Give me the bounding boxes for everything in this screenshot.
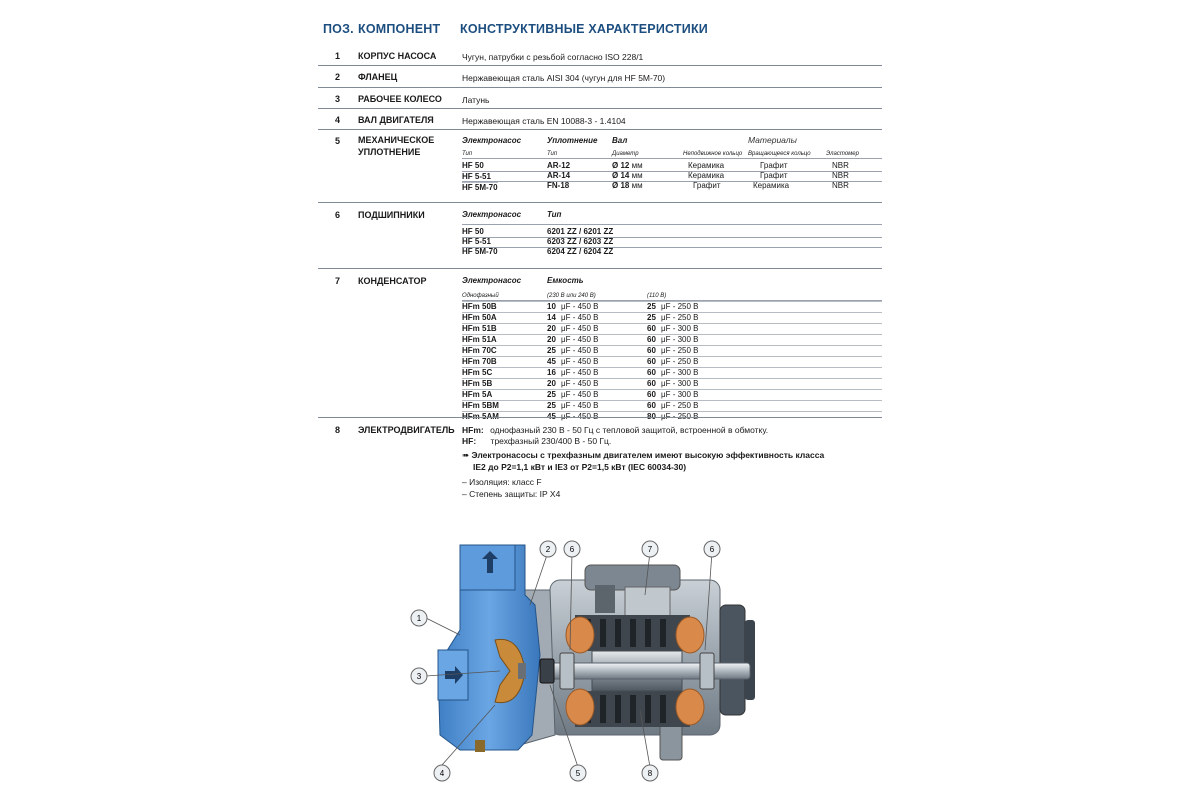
- row8-component: ЭЛЕКТРОДВИГАТЕЛЬ: [358, 425, 455, 435]
- header-component: КОМПОНЕНТ: [358, 22, 441, 36]
- seal-elastomer: NBR: [832, 171, 849, 180]
- capacitor-110-value: 60: [647, 346, 656, 355]
- capacitor-230-unit: μF - 450 В: [561, 346, 599, 355]
- capacitor-230-unit: μF - 450 В: [561, 412, 599, 421]
- seal-pump: HF 50: [462, 161, 498, 172]
- capacitor-row: [462, 301, 882, 312]
- capacitor-pump: HFm 5C: [462, 368, 493, 377]
- capacitor-230-unit: μF - 450 В: [561, 357, 599, 366]
- separator: [462, 171, 882, 172]
- capacitor-230-unit: μF - 450 В: [561, 379, 599, 388]
- capacitor-230-value: 45: [547, 412, 556, 421]
- seal-rotating-column: [753, 161, 790, 191]
- motor-hfm-label: HFm:: [462, 425, 484, 435]
- callout-label: 1: [416, 614, 422, 623]
- callout-4: [434, 765, 450, 781]
- bearings-header-type: Тип: [547, 210, 562, 219]
- capacitor-110-value: 60: [647, 390, 656, 399]
- row1-component: КОРПУС НАСОСА: [358, 51, 437, 61]
- seal-header-pump: Электронасос: [462, 136, 522, 145]
- bearings-header-pump: Электронасос: [462, 210, 522, 219]
- capacitor-230-value: 14: [547, 313, 556, 322]
- row4-component: ВАЛ ДВИГАТЕЛЯ: [358, 115, 434, 125]
- seal-header-shaft: Вал: [612, 136, 628, 145]
- seal-diameter-unit: мм: [631, 161, 643, 170]
- bearings-pump: HF 50: [462, 227, 484, 236]
- seal-diameter: Ø 14: [612, 171, 630, 180]
- bearings-type: 6201 ZZ / 6201 ZZ: [547, 227, 614, 236]
- capacitor-110-value: 25: [647, 313, 656, 322]
- separator: [318, 417, 882, 418]
- capacitor-pump: HFm 5AM: [462, 412, 499, 421]
- capacitor-110-value: 25: [647, 302, 656, 311]
- row1-value: Чугун, патрубки с резьбой согласно ISO 228/1: [462, 52, 644, 62]
- row3-pos: 3: [335, 94, 341, 104]
- separator: [462, 158, 882, 159]
- seal-diameter-column: [612, 161, 643, 191]
- motor-hf-text: трехфазный 230/400 В - 50 Гц.: [490, 436, 612, 446]
- capacitor-110-value: 80: [647, 412, 656, 421]
- seal-pump-column: [462, 161, 498, 193]
- seal-subheader-stationary: Неподвижное кольцо: [683, 151, 743, 157]
- callout-3: [411, 668, 427, 684]
- bearings-type: 6203 ZZ / 6203 ZZ: [547, 237, 614, 246]
- capacitor-230-value: 16: [547, 368, 556, 377]
- separator: [462, 237, 882, 238]
- capacitor-table: [462, 301, 882, 422]
- separator: [318, 129, 882, 130]
- row8-pos: 8: [335, 425, 341, 435]
- capacitor-pump: HFm 5BM: [462, 401, 499, 410]
- capacitor-row: [462, 323, 882, 334]
- capacitor-pump: HFm 50B: [462, 302, 497, 311]
- callout-2: [540, 541, 556, 557]
- seal-header-materials: Материалы: [748, 135, 797, 145]
- bearings-pump-column: [462, 227, 498, 257]
- capacitor-230-unit: μF - 450 В: [561, 401, 599, 410]
- seal-subheader-diameter: Диаметр: [612, 151, 639, 157]
- capacitor-header-capacity: Емкость: [547, 276, 584, 285]
- seal-elastomer: NBR: [832, 161, 849, 170]
- seal-subheader-rotating: Вращающееся кольцо: [748, 151, 811, 157]
- capacitor-110-value: 60: [647, 401, 656, 410]
- seal-pump: HF 5-51: [462, 172, 498, 183]
- capacitor-110-unit: μF - 250 В: [661, 346, 699, 355]
- capacitor-230-value: 20: [547, 335, 556, 344]
- capacitor-row: [462, 356, 882, 367]
- header-pos: ПОЗ.: [323, 22, 354, 36]
- capacitor-pump: HFm 51B: [462, 324, 497, 333]
- callout-label: 5: [575, 769, 581, 778]
- seal-diameter-unit: мм: [631, 181, 643, 190]
- capacitor-110-value: 60: [647, 379, 656, 388]
- capacitor-230-unit: μF - 450 В: [561, 335, 599, 344]
- seal-diameter: Ø 12: [612, 161, 630, 170]
- capacitor-230-unit: μF - 450 В: [561, 302, 599, 311]
- row6-pos: 6: [335, 210, 341, 220]
- seal-type-column: [547, 161, 570, 191]
- capacitor-header-pump: Электронасос: [462, 276, 522, 285]
- row7-pos: 7: [335, 276, 341, 286]
- seal-stationary: Керамика: [688, 161, 725, 170]
- seal-type: FN-18: [547, 181, 570, 190]
- capacitor-110-unit: μF - 250 В: [661, 313, 699, 322]
- motor-insulation: – Изоляция: класс F: [462, 477, 542, 487]
- arrow-icon: ➠: [462, 450, 470, 460]
- capacitor-subheader-230v: (230 В или 240 В): [547, 293, 596, 299]
- capacitor-230-value: 25: [547, 390, 556, 399]
- capacitor-pump: HFm 51A: [462, 335, 497, 344]
- separator: [462, 224, 882, 225]
- row6-component: ПОДШИПНИКИ: [358, 210, 425, 220]
- callout-label: 2: [545, 545, 551, 554]
- capacitor-110-unit: μF - 300 В: [661, 390, 699, 399]
- capacitor-110-unit: μF - 300 В: [661, 379, 699, 388]
- capacitor-subheader-110v: (110 В): [647, 293, 667, 299]
- capacitor-230-value: 20: [547, 379, 556, 388]
- capacitor-110-value: 60: [647, 335, 656, 344]
- row5-component-line1: МЕХАНИЧЕСКОЕ: [358, 135, 435, 145]
- motor-note-line2: IE2 до P2=1,1 кВт и IE3 от P2=1,5 кВт (IEC 60034-30): [473, 462, 687, 472]
- capacitor-230-value: 45: [547, 357, 556, 366]
- capacitor-row: [462, 334, 882, 345]
- seal-rotating: Графит: [760, 171, 788, 180]
- seal-subheader-type: Тип: [462, 151, 473, 157]
- row3-component: РАБОЧЕЕ КОЛЕСО: [358, 94, 442, 104]
- seal-diameter-unit: мм: [631, 171, 643, 180]
- row7-component: КОНДЕНСАТОР: [358, 276, 427, 286]
- capacitor-row: [462, 312, 882, 323]
- callout-label: 7: [647, 545, 653, 554]
- mechanical-seal: [540, 659, 554, 683]
- row3-value: Латунь: [462, 95, 490, 105]
- header-characteristics: КОНСТРУКТИВНЫЕ ХАРАКТЕРИСТИКИ: [460, 22, 708, 36]
- row5-pos: 5: [335, 136, 341, 146]
- row4-value: Нержавеющая сталь EN 10088-3 - 1.4104: [462, 116, 626, 126]
- capacitor-110-unit: μF - 250 В: [661, 401, 699, 410]
- capacitor-110-unit: μF - 250 В: [661, 357, 699, 366]
- capacitor-110-unit: μF - 250 В: [661, 302, 699, 311]
- capacitor-230-value: 25: [547, 346, 556, 355]
- callout-label: 6: [569, 545, 575, 554]
- bearings-pump: HF 5-51: [462, 237, 491, 246]
- separator: [462, 247, 882, 248]
- seal-subheader-elastomer: Эластомер: [826, 151, 859, 157]
- seal-elastomer: NBR: [832, 181, 849, 190]
- row5-component-line2: УПЛОТНЕНИЕ: [358, 147, 421, 157]
- capacitor-row: [462, 378, 882, 389]
- bearings-type: 6204 ZZ / 6204 ZZ: [547, 247, 614, 256]
- separator: [318, 87, 882, 88]
- separator: [462, 181, 882, 182]
- capacitor-230-unit: μF - 450 В: [561, 368, 599, 377]
- capacitor-pump: HFm 5A: [462, 390, 493, 399]
- callout-5: [570, 765, 586, 781]
- capacitor-row: [462, 400, 882, 411]
- callout-label: 3: [416, 672, 422, 681]
- motor-hf-label: HF:: [462, 436, 477, 446]
- motor-protection: – Степень защиты: IP X4: [462, 489, 561, 499]
- seal-stationary-column: [688, 161, 724, 191]
- capacitor-subheader-single-phase: Однофазный: [462, 293, 499, 299]
- seal-header-seal: Уплотнение: [547, 136, 598, 145]
- seal-type: AR-14: [547, 171, 571, 180]
- callout-6: [704, 541, 720, 557]
- capacitor-110-unit: μF - 300 В: [661, 324, 699, 333]
- separator: [318, 65, 882, 66]
- capacitor-110-unit: μF - 300 В: [661, 368, 699, 377]
- capacitor-110-value: 60: [647, 368, 656, 377]
- motor-note-line1: Электронасосы с трехфазным двигателем имеют высокую эффективность класса: [471, 450, 825, 460]
- capacitor-pump: HFm 70C: [462, 346, 497, 355]
- motor-hfm-text: однофазный 230 В - 50 Гц с тепловой защитой, встроенной в обмотку.: [490, 425, 769, 435]
- capacitor-110-unit: μF - 300 В: [661, 335, 699, 344]
- callout-label: 8: [647, 769, 653, 778]
- capacitor-110-unit: μF - 250 В: [661, 412, 699, 421]
- capacitor-230-unit: μF - 450 В: [561, 390, 599, 399]
- callout-6: [564, 541, 580, 557]
- seal-rotating: Керамика: [753, 181, 790, 190]
- pump-body: [438, 545, 540, 752]
- capacitor-230-unit: μF - 450 В: [561, 313, 599, 322]
- capacitor-row: [462, 345, 882, 356]
- capacitor-230-value: 10: [547, 302, 556, 311]
- capacitor-230-value: 25: [547, 401, 556, 410]
- seal-elastomer-column: [832, 161, 849, 191]
- seal-stationary: Керамика: [688, 171, 725, 180]
- bearings-pump: HF 5M-70: [462, 247, 498, 256]
- bearings-type-column: [547, 227, 613, 257]
- seal-type: AR-12: [547, 161, 571, 170]
- row2-value: Нержавеющая сталь AISI 304 (чугун для HF 5M-70): [462, 73, 666, 83]
- capacitor-230-value: 20: [547, 324, 556, 333]
- capacitor-230-unit: μF - 450 В: [561, 324, 599, 333]
- seal-diameter: Ø 18: [612, 181, 630, 190]
- seal-stationary: Графит: [693, 181, 721, 190]
- capacitor-pump: HFm 70B: [462, 357, 497, 366]
- callout-8: [642, 765, 658, 781]
- seal-rotating: Графит: [760, 161, 788, 170]
- separator: [318, 108, 882, 109]
- capacitor-pump: HFm 50A: [462, 313, 497, 322]
- capacitor-row: [462, 367, 882, 378]
- callout-7: [642, 541, 658, 557]
- separator: [318, 202, 882, 203]
- row2-pos: 2: [335, 72, 341, 82]
- capacitor-row: [462, 389, 882, 400]
- callout-label: 4: [439, 769, 445, 778]
- seal-pump: HF 5M-70: [462, 183, 498, 192]
- separator: [318, 268, 882, 269]
- row2-component: ФЛАНЕЦ: [358, 72, 398, 82]
- capacitor-110-value: 60: [647, 357, 656, 366]
- pump-cutaway-illustration: [400, 535, 800, 790]
- row1-pos: 1: [335, 51, 341, 61]
- seal-subheader-type2: Тип: [547, 151, 558, 157]
- capacitor-110-value: 60: [647, 324, 656, 333]
- callout-1: [411, 610, 427, 626]
- capacitor-pump: HFm 5B: [462, 379, 493, 388]
- row4-pos: 4: [335, 115, 341, 125]
- callout-label: 6: [709, 545, 715, 554]
